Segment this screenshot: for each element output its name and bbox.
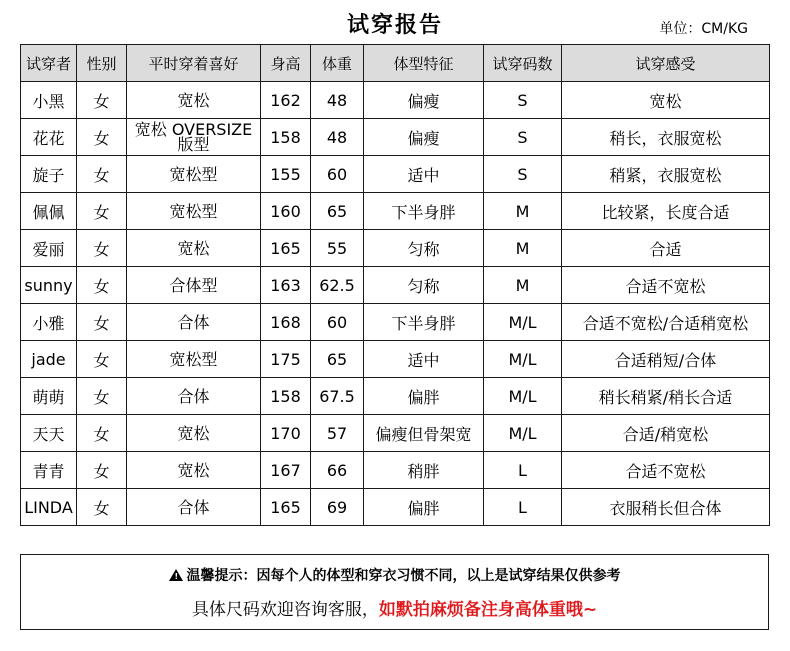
table-row: [21, 230, 770, 267]
gender-cell: 女: [77, 230, 127, 267]
preference-cell: 宽松: [127, 452, 261, 489]
height-cell: 158: [261, 119, 311, 156]
feeling-cell: 合适不宽松: [562, 452, 770, 489]
body-type-cell: 匀称: [364, 267, 484, 304]
feeling-cell: 稍长稍紧/稍长合适: [562, 378, 770, 415]
size-cell: M: [484, 267, 562, 304]
unit-label: 单位：CM/KG: [659, 21, 748, 37]
table-row: [21, 267, 770, 304]
size-cell: M: [484, 193, 562, 230]
feeling-cell: 合适不宽松/合适稍宽松: [562, 304, 770, 341]
gender-cell: 女: [77, 82, 127, 119]
tester-name-cell: 佩佩: [21, 193, 77, 230]
warning-icon: !: [169, 569, 183, 581]
height-cell: 168: [261, 304, 311, 341]
report-title: 试穿报告: [346, 13, 443, 38]
header-gender: 性别: [77, 45, 127, 82]
weight-cell: 48: [311, 119, 364, 156]
table-row: [21, 489, 770, 526]
body-type-cell: 偏瘦: [364, 82, 484, 119]
notice-highlight: 如默拍麻烦备注身高体重哦~: [378, 600, 598, 620]
preference-cell: 宽松型: [127, 193, 261, 230]
table-row: [21, 415, 770, 452]
feeling-cell: 比较紧，长度合适: [562, 193, 770, 230]
tester-name-cell: sunny: [21, 267, 77, 304]
feeling-cell: 稍长，衣服宽松: [562, 119, 770, 156]
preference-cell: 合体: [127, 304, 261, 341]
header-weight: 体重: [311, 45, 364, 82]
notice-box: [20, 554, 769, 630]
gender-cell: 女: [77, 156, 127, 193]
preference-cell: 宽松: [127, 82, 261, 119]
height-cell: 163: [261, 267, 311, 304]
size-cell: M: [484, 230, 562, 267]
tester-name-cell: 天天: [21, 415, 77, 452]
height-cell: 165: [261, 489, 311, 526]
tester-name-cell: LINDA: [21, 489, 77, 526]
feeling-cell: 合适稍短/合体: [562, 341, 770, 378]
notice-text-1: 温馨提示：因每个人的体型和穿衣习惯不同，以上是试穿结果仅供参考: [186, 568, 621, 584]
body-type-cell: 偏胖: [364, 489, 484, 526]
size-cell: L: [484, 452, 562, 489]
table-row: [21, 193, 770, 230]
body-type-cell: 适中: [364, 156, 484, 193]
size-cell: S: [484, 156, 562, 193]
body-type-cell: 偏瘦但骨架宽: [364, 415, 484, 452]
header-tester: 试穿者: [21, 45, 77, 82]
gender-cell: 女: [77, 415, 127, 452]
body-type-cell: 下半身胖: [364, 193, 484, 230]
height-cell: 167: [261, 452, 311, 489]
preference-cell: 宽松 OVERSIZE版型: [127, 119, 261, 156]
feeling-cell: 稍紧，衣服宽松: [562, 156, 770, 193]
tester-name-cell: 爱丽: [21, 230, 77, 267]
table-row: [21, 452, 770, 489]
preference-cell: 宽松型: [127, 156, 261, 193]
tester-name-cell: 青青: [21, 452, 77, 489]
preference-cell: 宽松型: [127, 341, 261, 378]
size-cell: M/L: [484, 304, 562, 341]
gender-cell: 女: [77, 489, 127, 526]
tester-name-cell: 旋子: [21, 156, 77, 193]
height-cell: 162: [261, 82, 311, 119]
table-row: [21, 82, 770, 119]
gender-cell: 女: [77, 119, 127, 156]
weight-cell: 60: [311, 156, 364, 193]
gender-cell: 女: [77, 193, 127, 230]
preference-cell: 合体型: [127, 267, 261, 304]
feeling-cell: 合适不宽松: [562, 267, 770, 304]
gender-cell: 女: [77, 452, 127, 489]
feeling-cell: 衣服稍长但合体: [562, 489, 770, 526]
size-cell: M/L: [484, 415, 562, 452]
header-body-type: 体型特征: [364, 45, 484, 82]
preference-cell: 宽松: [127, 230, 261, 267]
table-header-row: [21, 45, 770, 82]
height-cell: 175: [261, 341, 311, 378]
header-size: 试穿码数: [484, 45, 562, 82]
weight-cell: 48: [311, 82, 364, 119]
table-row: [21, 156, 770, 193]
body-type-cell: 偏瘦: [364, 119, 484, 156]
size-cell: L: [484, 489, 562, 526]
feeling-cell: 合适/稍宽松: [562, 415, 770, 452]
table-row: [21, 378, 770, 415]
size-cell: M/L: [484, 341, 562, 378]
body-type-cell: 匀称: [364, 230, 484, 267]
header-height: 身高: [261, 45, 311, 82]
size-cell: S: [484, 119, 562, 156]
body-type-cell: 下半身胖: [364, 304, 484, 341]
body-type-cell: 适中: [364, 341, 484, 378]
weight-cell: 66: [311, 452, 364, 489]
height-cell: 158: [261, 378, 311, 415]
height-cell: 165: [261, 230, 311, 267]
feeling-cell: 合适: [562, 230, 770, 267]
fitting-report-table: [20, 44, 770, 526]
header-preference: 平时穿着喜好: [127, 45, 261, 82]
weight-cell: 67.5: [311, 378, 364, 415]
weight-cell: 57: [311, 415, 364, 452]
weight-cell: 55: [311, 230, 364, 267]
preference-cell: 合体: [127, 378, 261, 415]
gender-cell: 女: [77, 304, 127, 341]
weight-cell: 60: [311, 304, 364, 341]
tester-name-cell: 小雅: [21, 304, 77, 341]
gender-cell: 女: [77, 341, 127, 378]
feeling-cell: 宽松: [562, 82, 770, 119]
table-row: [21, 304, 770, 341]
weight-cell: 62.5: [311, 267, 364, 304]
gender-cell: 女: [77, 267, 127, 304]
weight-cell: 65: [311, 341, 364, 378]
body-type-cell: 稍胖: [364, 452, 484, 489]
weight-cell: 65: [311, 193, 364, 230]
notice-text-2: 具体尺码欢迎咨询客服，: [191, 600, 379, 620]
tester-name-cell: 萌萌: [21, 378, 77, 415]
table-row: [21, 341, 770, 378]
tester-name-cell: 小黑: [21, 82, 77, 119]
height-cell: 155: [261, 156, 311, 193]
size-cell: M/L: [484, 378, 562, 415]
height-cell: 170: [261, 415, 311, 452]
preference-cell: 宽松: [127, 415, 261, 452]
gender-cell: 女: [77, 378, 127, 415]
table-row: [21, 119, 770, 156]
size-cell: S: [484, 82, 562, 119]
weight-cell: 69: [311, 489, 364, 526]
body-type-cell: 偏胖: [364, 378, 484, 415]
height-cell: 160: [261, 193, 311, 230]
tester-name-cell: 花花: [21, 119, 77, 156]
tester-name-cell: jade: [21, 341, 77, 378]
notice-line-2: [21, 595, 768, 620]
header-feeling: 试穿感受: [562, 45, 770, 82]
notice-line-1: [21, 565, 768, 585]
preference-cell: 合体: [127, 489, 261, 526]
